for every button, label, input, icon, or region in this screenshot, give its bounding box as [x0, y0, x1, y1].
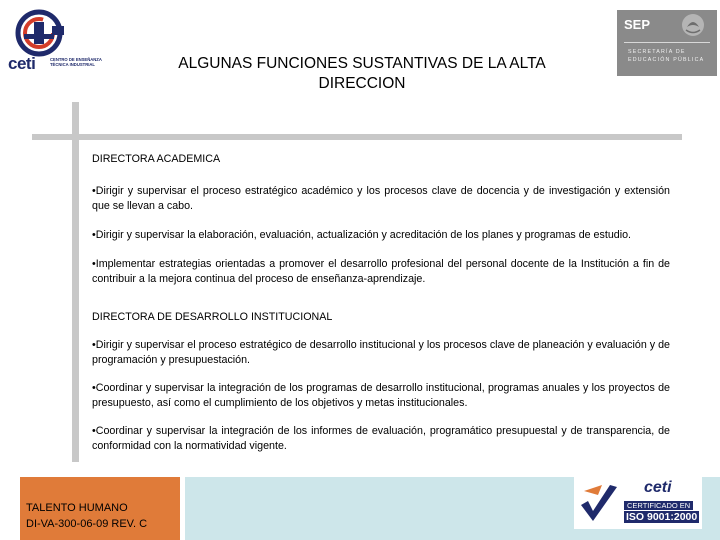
sep-divider	[624, 42, 710, 43]
title-line-1: ALGUNAS FUNCIONES SUSTANTIVAS DE LA ALTA	[178, 55, 546, 72]
footer-label	[26, 500, 147, 532]
ceti-logo-subtitle: CENTRO DE ENSEÑANZA TÉCNICA INDUSTRIAL	[50, 57, 102, 67]
list-item: •Implementar estrategias orientadas a promover el desarrollo profesional del personal docente de la Institución a fin de contribuir a la mejora continua del proceso de enseñanza-aprendizaje.	[92, 258, 670, 285]
frame-vertical-bar	[72, 102, 79, 462]
sep-logo-word: SEP	[624, 17, 651, 32]
list-item: •Dirigir y supervisar el proceso estratégico académico y los procesos clave de docencia y de investigación y extensión que se llevan a cabo.	[92, 185, 670, 212]
list-item: •Dirigir y supervisar la elaboración, evaluación, actualización y acreditación de los planes y programas de estudio.	[92, 229, 631, 241]
list-item: •Dirigir y supervisar el proceso estratégico de desarrollo institucional y los procesos clave de planeación y evaluación y de programación y presupuestación.	[92, 339, 670, 366]
cert-line-2: ISO 9001:2000	[626, 511, 698, 523]
sep-logo-subtitle: SECRETARÍA DE EDUCACIÓN PÚBLICA	[628, 49, 705, 63]
checkmark-icon	[578, 481, 620, 527]
footer-line-2: DI-VA-300-06-09 REV. C	[26, 518, 148, 530]
list-item: •Coordinar y supervisar la integración de los informes de evaluación, programático presupuestal y de transparencia, de conformidad con la normatividad vigente.	[92, 425, 670, 452]
ceti-logo-word: ceti	[8, 54, 36, 73]
section-heading-desarrollo: DIRECTORA DE DESARROLLO INSTITUCIONAL	[92, 311, 333, 323]
content-body	[92, 152, 670, 454]
page-title	[120, 54, 604, 94]
cert-line-1: CERTIFICADO EN	[624, 501, 693, 510]
iso-certification-badge	[574, 477, 702, 529]
cert-ceti-word: ceti	[644, 479, 672, 496]
section-heading-academica: DIRECTORA ACADEMICA	[92, 153, 221, 165]
title-line-2: DIRECCION	[318, 75, 406, 92]
footer-line-1: TALENTO HUMANO	[26, 502, 128, 514]
list-item: •Coordinar y supervisar la integración de los programas de desarrollo institucional, programas anuales y los proyectos de presupuesto, así como el cumplimiento de los objetivos y metas institucionales.	[92, 382, 670, 409]
frame-horizontal-bar	[32, 134, 682, 140]
mexican-eagle-crest-icon	[680, 12, 706, 38]
